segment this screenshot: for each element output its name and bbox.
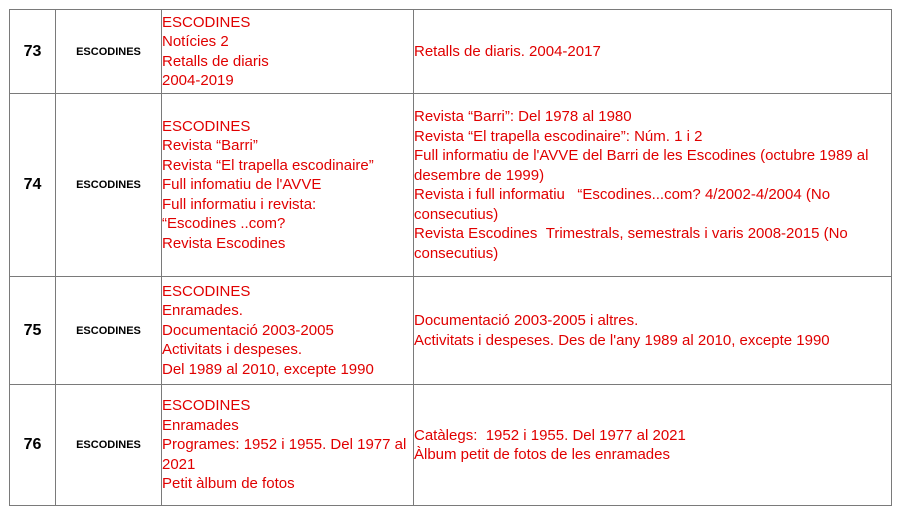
summary-line: “Escodines ..com? <box>162 215 286 233</box>
table-row <box>10 10 892 94</box>
summary-line: Enramades <box>162 416 239 434</box>
summary-line: 2004-2019 <box>162 72 234 89</box>
row-number: 73 <box>10 10 56 94</box>
detail-line: Revista “El trapella escodinaire”: Núm. 1 i 2 <box>414 127 703 145</box>
row-summary <box>162 277 414 385</box>
inventory-table <box>9 9 892 506</box>
summary-line: Documentació 2003-2005 <box>162 321 334 339</box>
summary-line: ESCODINES <box>162 117 251 135</box>
row-name: ESCODINES <box>56 94 162 277</box>
detail-line: Activitats i despeses. Des de l'any 1989 al 2010, excepte 1990 <box>414 331 830 349</box>
detail-line: Documentació 2003-2005 i altres. <box>414 312 639 329</box>
row-name: ESCODINES <box>56 277 162 385</box>
summary-line: Petit àlbum de fotos <box>162 475 295 493</box>
inventory-sheet <box>9 9 892 505</box>
table-row <box>10 277 892 385</box>
summary-line: Programes: 1952 i 1955. Del 1977 al 2021 <box>162 436 407 473</box>
row-detail <box>414 94 892 277</box>
summary-line: Revista “Barri” <box>162 137 258 155</box>
summary-line: Notícies 2 <box>162 33 229 50</box>
summary-line: Full informatiu i revista: <box>162 195 317 213</box>
table-row <box>10 94 892 277</box>
detail-line: Revista i full informatiu “Escodines...com? 4/2002-4/2004 (No consecutius) <box>414 186 831 223</box>
row-detail <box>414 10 892 94</box>
detail-line: Revista Escodines Trimestrals, semestrals i varis 2008-2015 (No consecutius) <box>414 225 848 262</box>
row-summary <box>162 10 414 94</box>
row-detail <box>414 385 892 506</box>
row-name: ESCODINES <box>56 385 162 506</box>
detail-line: Retalls de diaris. 2004-2017 <box>414 42 601 60</box>
row-number: 75 <box>10 277 56 385</box>
summary-line: ESCODINES <box>162 397 251 415</box>
summary-line: Del 1989 al 2010, excepte 1990 <box>162 360 374 378</box>
row-summary <box>162 94 414 277</box>
row-number: 76 <box>10 385 56 506</box>
detail-line: Catàlegs: 1952 i 1955. Del 1977 al 2021 <box>414 426 686 444</box>
detail-line: Full informatiu de l'AVVE del Barri de les Escodines (octubre 1989 al desembre de 1999) <box>414 147 869 184</box>
summary-line: Revista “El trapella escodinaire” <box>162 156 374 174</box>
row-name: ESCODINES <box>56 10 162 94</box>
summary-line: Activitats i despeses. <box>162 341 303 359</box>
detail-line: Revista “Barri”: Del 1978 al 1980 <box>414 108 632 125</box>
row-summary <box>162 385 414 506</box>
summary-line: ESCODINES <box>162 282 251 300</box>
summary-line: Revista Escodines <box>162 234 286 252</box>
row-detail <box>414 277 892 385</box>
summary-line: ESCODINES <box>162 13 251 31</box>
summary-line: Retalls de diaris <box>162 52 269 70</box>
row-number: 74 <box>10 94 56 277</box>
summary-line: Enramades. <box>162 302 243 320</box>
table-row <box>10 385 892 506</box>
detail-line: Àlbum petit de fotos de les enramades <box>414 446 670 463</box>
summary-line: Full infomatiu de l'AVVE <box>162 176 322 194</box>
